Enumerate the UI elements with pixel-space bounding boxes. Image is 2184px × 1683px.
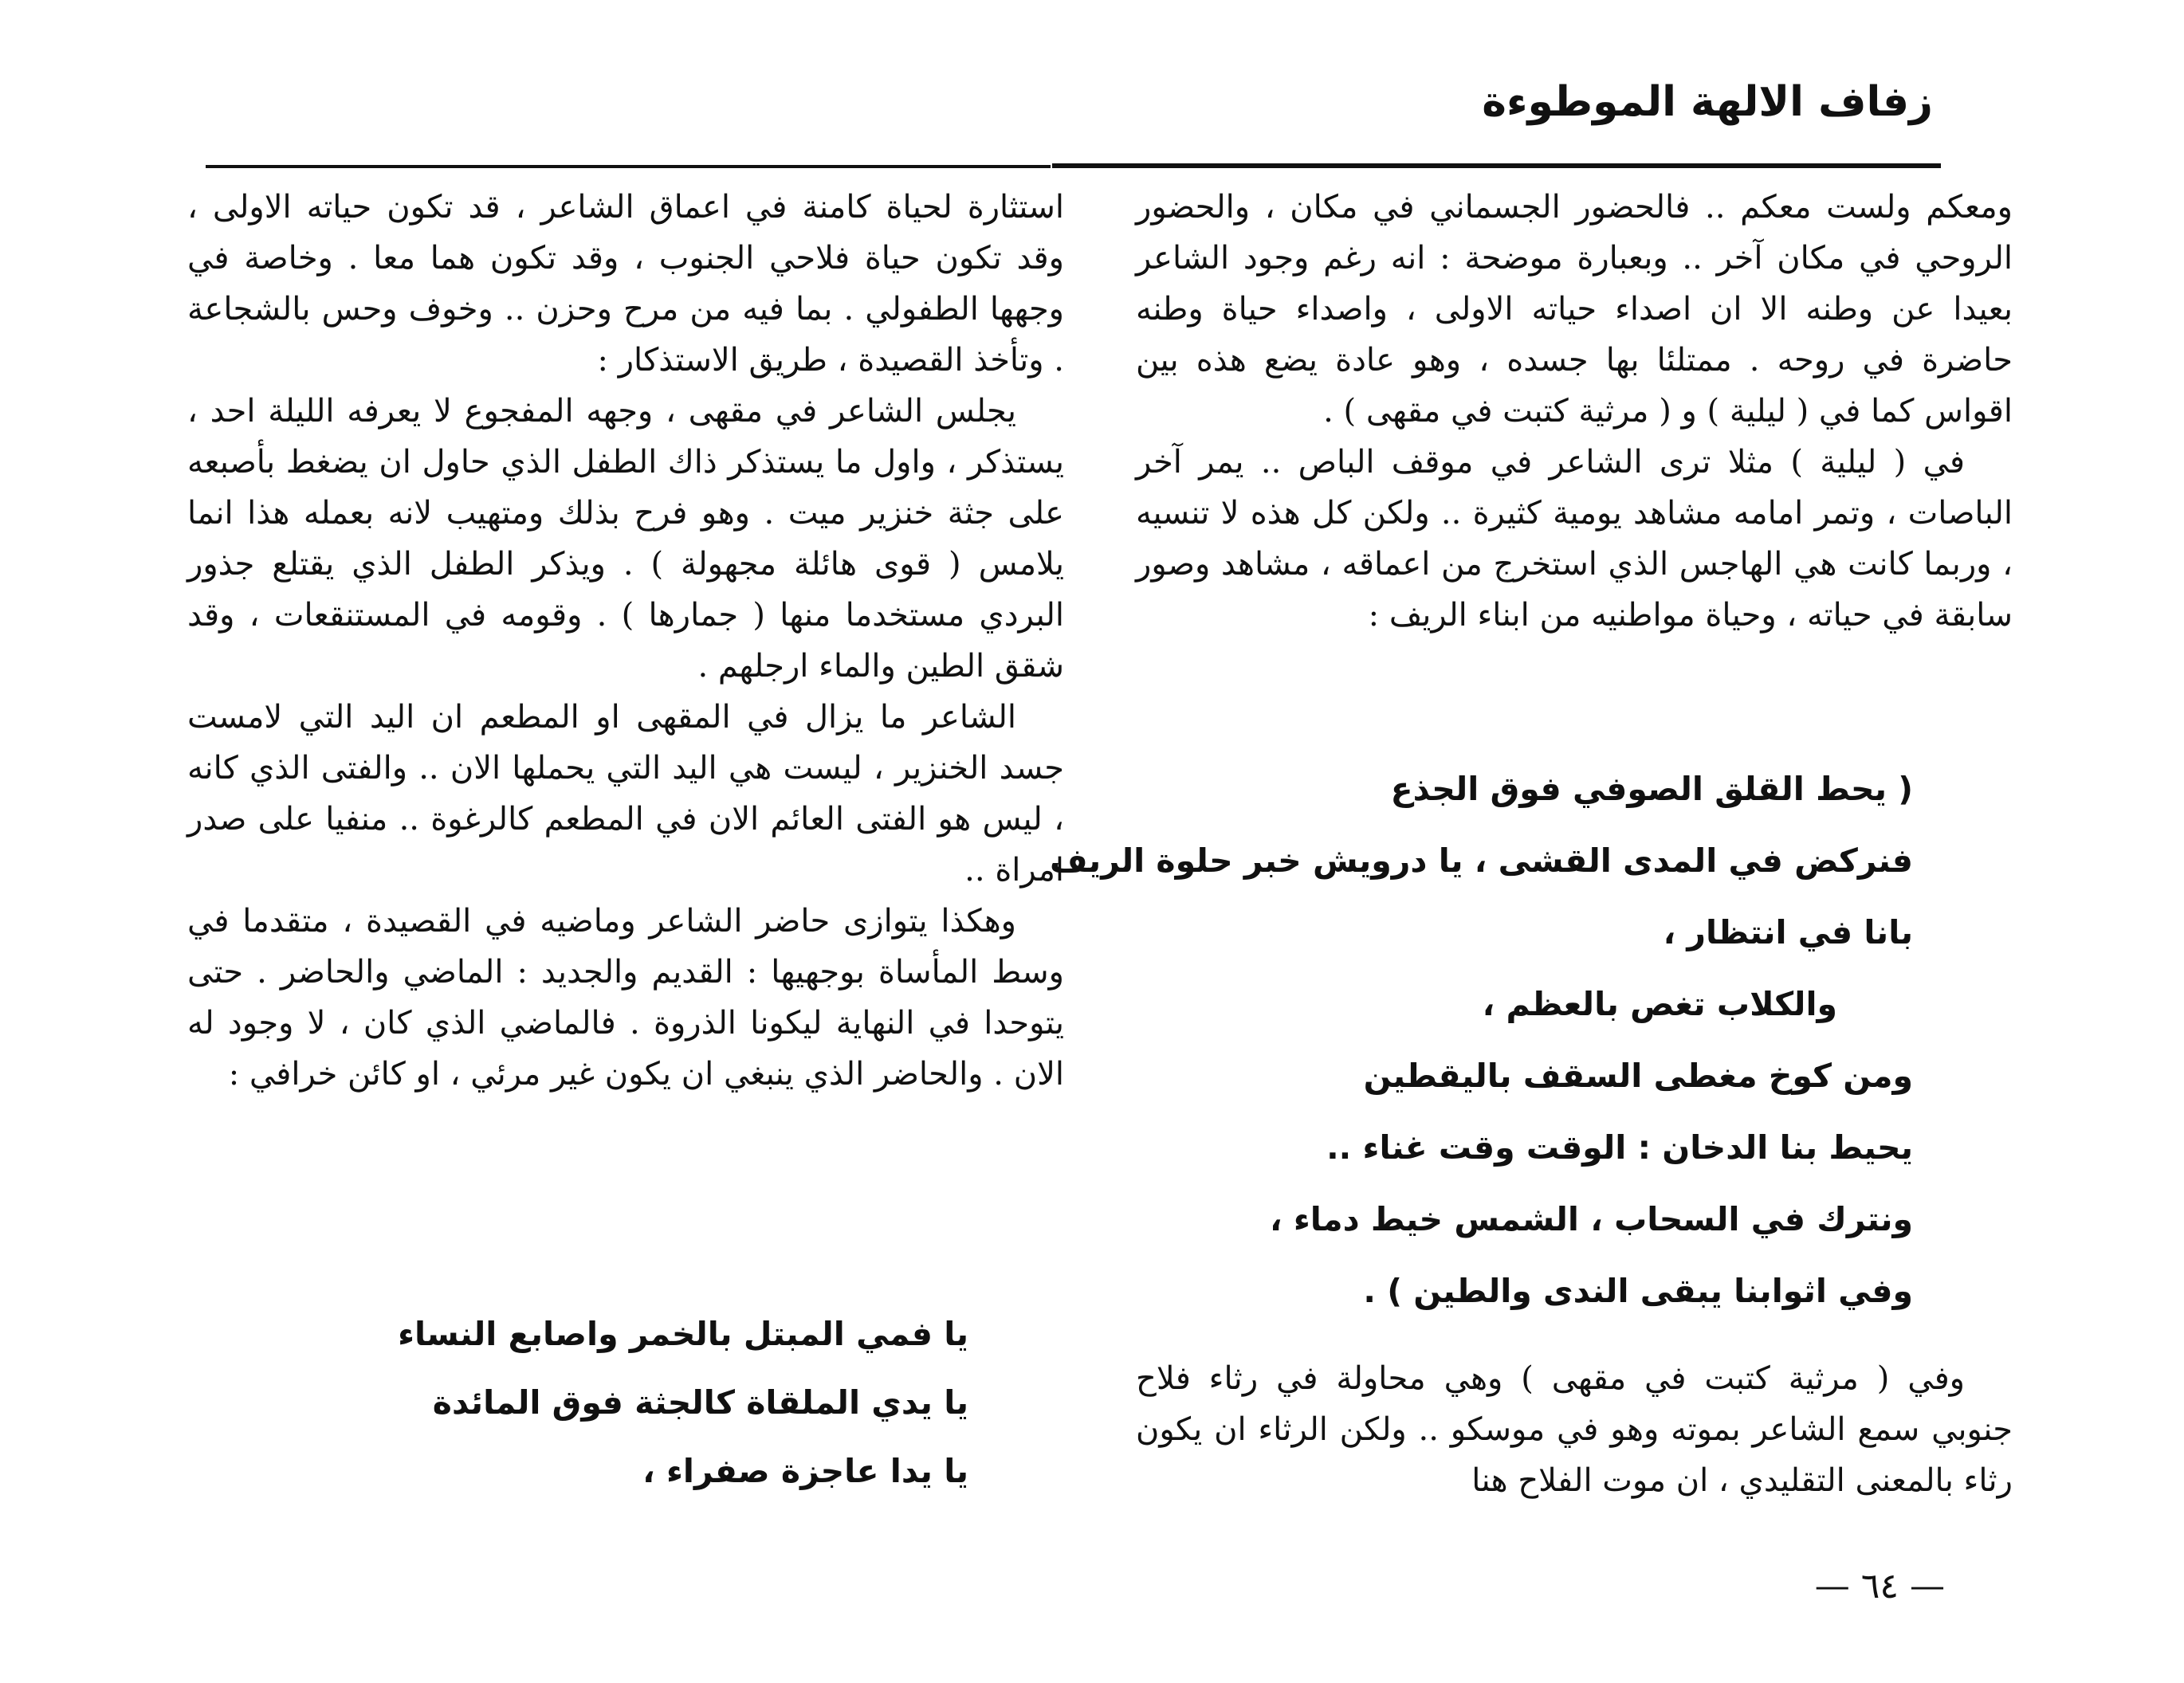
header-rule-right [1052,163,1941,168]
right-closing-paragraph [1136,1353,2013,1506]
paragraph: استثارة لحياة كامنة في اعماق الشاعر ، قد تكون حياته الاولى ، وقد تكون حياة فلاحي الجنوب ، وقد تكون هما معا . وخاصة في وجهها الطفولي . بما فيه من مرح وحزن .. وخوف وحس بالشجاعة . وتأخذ القصيدة ، طريق الاستذكار : [187,189,1064,379]
paragraph: الشاعر ما يزال في المقهى او المطعم ان اليد التي لامست جسد الخنزير ، ليست هي اليد التي يحملها الان .. والفتى الذي كانه ، ليس هو الفتى العائم الان في المطعم كالرغوة .. منفيا على صدر امراة .. [187,699,1064,889]
verse-line: ( يحط القلق الصوفي فوق الجذع [1390,770,1913,808]
paragraph: ومعكم ولست معكم .. فالحضور الجسماني في مكان ، والحضور الروحي في مكان آخر .. وبعبارة موضحة : انه رغم وجود الشاعر بعيدا عن وطنه الا ان اصداء حياته الاولى ، واصداء حياة وطنه حاضرة في روحه . ممتلئا بها جسده ، وهو عادة يضع هذه بين اقواس كما في ( ليلية ) و ( مرثية كتبت في مقهى ) . [1136,189,2013,430]
paragraph: وفي ( مرثية كتبت في مقهى ) وهي محاولة في رثاء فلاح جنوبي سمع الشاعر بموته وهو في موسكو .. ولكن الرثاء ان يكون رثاء بالمعنى التقليدي ، ان موت الفلاح هنا [1136,1360,2013,1499]
paragraph: في ( ليلية ) مثلا ترى الشاعر في موقف الباص .. يمر آخر الباصات ، وتمر امامه مشاهد يومية كثيرة .. ولكن كل هذه لا تنسيه ، وربما كانت هي الهاجس الذي استخرج من اعماقه ، مشاهد وصور سابقة في حياته ، وحياة مواطنيه من ابناء الريف : [1136,444,2013,634]
right-column [1136,182,2013,641]
paragraph: وهكذا يتوازى حاضر الشاعر وماضيه في القصيدة ، متقدما في وسط المأساة بوجهيها : القديم والجديد : الماضي والحاضر . حتى يتوحدا في النهاية ليكونا الذروة . فالماضي الذي كان ، لا وجود له الان . والحاضر الذي ينبغي ان يكون غير مرئي ، او كائن خرافي : [187,903,1064,1093]
page-number: — ٦٤ — [1814,1566,1945,1606]
verse-line: يا يدا عاجزة صفراء ، [642,1452,968,1490]
verse-line: يحيط بنا الدخان : الوقت وقت غناء .. [1326,1128,1913,1167]
verse-line: ومن كوخ مغطى السقف باليقطين [1363,1057,1913,1095]
header-rule-left [206,165,1051,168]
paragraph: يجلس الشاعر في مقهى ، وجهه المفجوع لا يعرفه الليلة احد ، يستذكر ، واول ما يستذكر ذاك الطفل الذي حاول ان يضغط بأصبعه على جثة خنزير ميت . وهو فرح بذلك ومتهيب لانه بعمله هذا انما يلامس ( قوى هائلة مجهولة ) . ويذكر الطفل الذي يقتلع جذور البردي مستخدما منها ( جمارها ) . وقومه في المستنقعات ، وقد شقق الطين والماء ارجلهم . [187,393,1064,685]
running-title: زفاف الالهة الموطوءة [1482,78,1933,126]
verse-line: بانا في انتظار ، [1663,913,1913,951]
verse-line: ونترك في السحاب ، الشمس خيط دماء ، [1270,1200,1913,1238]
verse-line: يا يدي الملقاة كالجثة فوق المائدة [432,1383,968,1422]
left-column [187,182,1064,1100]
verse-line: يا فمي المبتل بالخمر واصابع النساء [398,1315,968,1353]
verse-line: وفي اثوابنا يبقى الندى والطين ) . [1363,1272,1913,1310]
verse-line: فنركض في المدى القشى ، يا درويش خبر حلوة الريف [1049,842,1913,880]
verse-line: والكلاب تغص بالعظم ، [1482,985,1837,1023]
